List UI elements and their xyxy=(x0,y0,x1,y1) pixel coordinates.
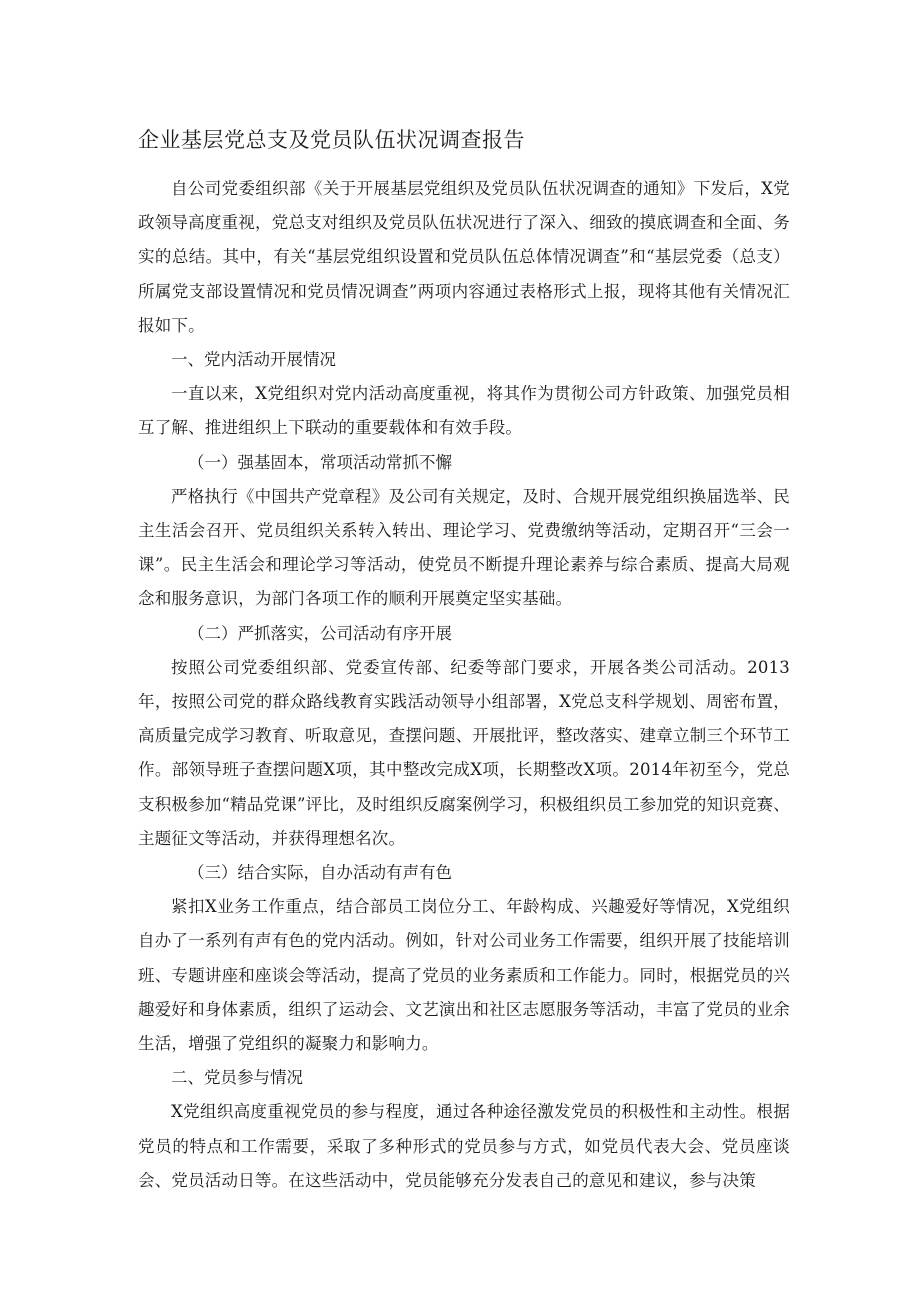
subsection-3-heading: （三）结合实际，自办活动有声有色 xyxy=(188,863,452,883)
section-2-heading: 二、党员参与情况 xyxy=(171,1068,303,1088)
subsection-2-paragraph: 按照公司党委组织部、党委宣传部、纪委等部门要求，开展各类公司活动。2013年，按照公司党的群众路线教育实践活动领导小组部署，X党总支科学规划、周密布置，高质量完成学习教育、听取意见，查摆问题、开展批评，整改落实、建章立制三个环节工作。部领导班子查摆问题X项，其中整改完成X项，长期整改X项。2014年初至今，党总支积极参加“精品党课”评比，及时组织反腐案例学习，积极组织员工参加党的知识竞赛、主题征文等活动，并获得理想名次。 xyxy=(138,657,790,848)
subsection-3-paragraph: 紧扣X业务工作重点，结合部员工岗位分工、年龄构成、兴趣爱好等情况，X党组织自办了一系列有声有色的党内活动。例如，针对公司业务工作需要，组织开展了技能培训班、专题讲座和座谈会等活动，提高了党员的业务素质和工作能力。同时，根据党员的兴趣爱好和身体素质，组织了运动会、文艺演出和社区志愿服务等活动，丰富了党员的业余生活，增强了党组织的凝聚力和影响力。 xyxy=(138,897,790,1054)
document-page xyxy=(138,120,790,1198)
subsection-1-paragraph: 严格执行《中国共产党章程》及公司有关规定，及时、合规开展党组织换届选举、民主生活会召开、党员组织关系转入转出、理论学习、党费缴纳等活动，定期召开“三会一课”。民主生活会和理论学习等活动，使党员不断提升理论素养与综合素质、提高大局观念和服务意识，为部门各项工作的顺利开展奠定坚实基础。 xyxy=(138,486,790,609)
intro-paragraph: 自公司党委组织部《关于开展基层党组织及党员队伍状况调查的通知》下发后，X党政领导高度重视，党总支对组织及党员队伍状况进行了深入、细致的摸底调查和全面、务实的总结。其中，有关“基层党组织设置和党员队伍总体情况调查”和“基层党委（总支）所属党支部设置情况和党员情况调查”两项内容通过表格形式上报，现将其他有关情况汇报如下。 xyxy=(138,179,790,335)
section-2-paragraph: X党组织高度重视党员的参与程度，通过各种途径激发党员的积极性和主动性。根据党员的特点和工作需要，采取了多种形式的党员参与方式，如党员代表大会、党员座谈会、党员活动日等。在这些活动中，党员能够充分发表自己的意见和建议，参与决策 xyxy=(138,1102,790,1190)
subsection-2-heading: （二）严抓落实，公司活动有序开展 xyxy=(188,623,452,643)
subsection-1-heading: （一）强基固本，常项活动常抓不懈 xyxy=(188,452,452,472)
section-1-paragraph: 一直以来，X党组织对党内活动高度重视，将其作为贯彻公司方针政策、加强党员相互了解、推进组织上下联动的重要载体和有效手段。 xyxy=(138,384,790,438)
document-title: 企业基层党总支及党员队伍状况调查报告 xyxy=(138,128,525,152)
section-1-heading: 一、党内活动开展情况 xyxy=(171,350,336,370)
